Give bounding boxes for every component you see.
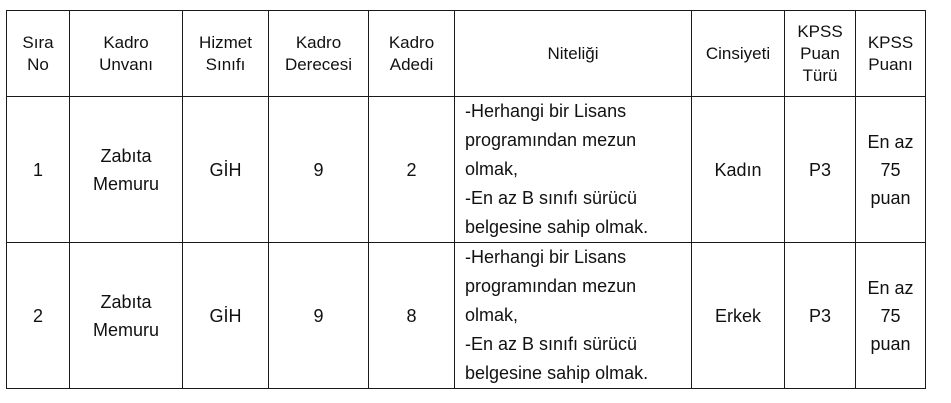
cell-kadro-unvani: Zabıta Memuru: [70, 97, 183, 243]
cell-niteligi: -Herhangi bir Lisans programından mezun olmak, -En az B sınıfı sürücü belgesine sahip olmak.: [455, 97, 692, 243]
cell-kpss-puan-turu: P3: [785, 97, 856, 243]
cell-kpss-puan-turu: P3: [785, 243, 856, 389]
header-kadro-unvani: Kadro Unvanı: [70, 11, 183, 97]
header-cinsiyeti: Cinsiyeti: [692, 11, 785, 97]
cell-kadro-derecesi: 9: [269, 97, 369, 243]
header-hizmet-sinifi: Hizmet Sınıfı: [183, 11, 269, 97]
kadro-table: [6, 10, 926, 389]
cell-cinsiyeti: Kadın: [692, 97, 785, 243]
cell-kadro-adedi: 8: [369, 243, 455, 389]
cell-kpss-puani: En az 75 puan: [856, 97, 926, 243]
kadro-table-container: [6, 10, 926, 389]
table-row: [7, 97, 926, 243]
header-kadro-adedi: Kadro Adedi: [369, 11, 455, 97]
cell-hizmet-sinifi: GİH: [183, 97, 269, 243]
cell-sira-no: 1: [7, 97, 70, 243]
cell-hizmet-sinifi: GİH: [183, 243, 269, 389]
table-header-row: [7, 11, 926, 97]
cell-kadro-adedi: 2: [369, 97, 455, 243]
header-kpss-puan-turu: KPSS Puan Türü: [785, 11, 856, 97]
cell-kadro-derecesi: 9: [269, 243, 369, 389]
header-kpss-puani: KPSS Puanı: [856, 11, 926, 97]
header-niteligi: Niteliği: [455, 11, 692, 97]
header-kadro-derecesi: Kadro Derecesi: [269, 11, 369, 97]
cell-kpss-puani: En az 75 puan: [856, 243, 926, 389]
cell-kadro-unvani: Zabıta Memuru: [70, 243, 183, 389]
cell-sira-no: 2: [7, 243, 70, 389]
cell-cinsiyeti: Erkek: [692, 243, 785, 389]
cell-niteligi: -Herhangi bir Lisans programından mezun olmak, -En az B sınıfı sürücü belgesine sahip olmak.: [455, 243, 692, 389]
header-sira-no: Sıra No: [7, 11, 70, 97]
table-row: [7, 243, 926, 389]
